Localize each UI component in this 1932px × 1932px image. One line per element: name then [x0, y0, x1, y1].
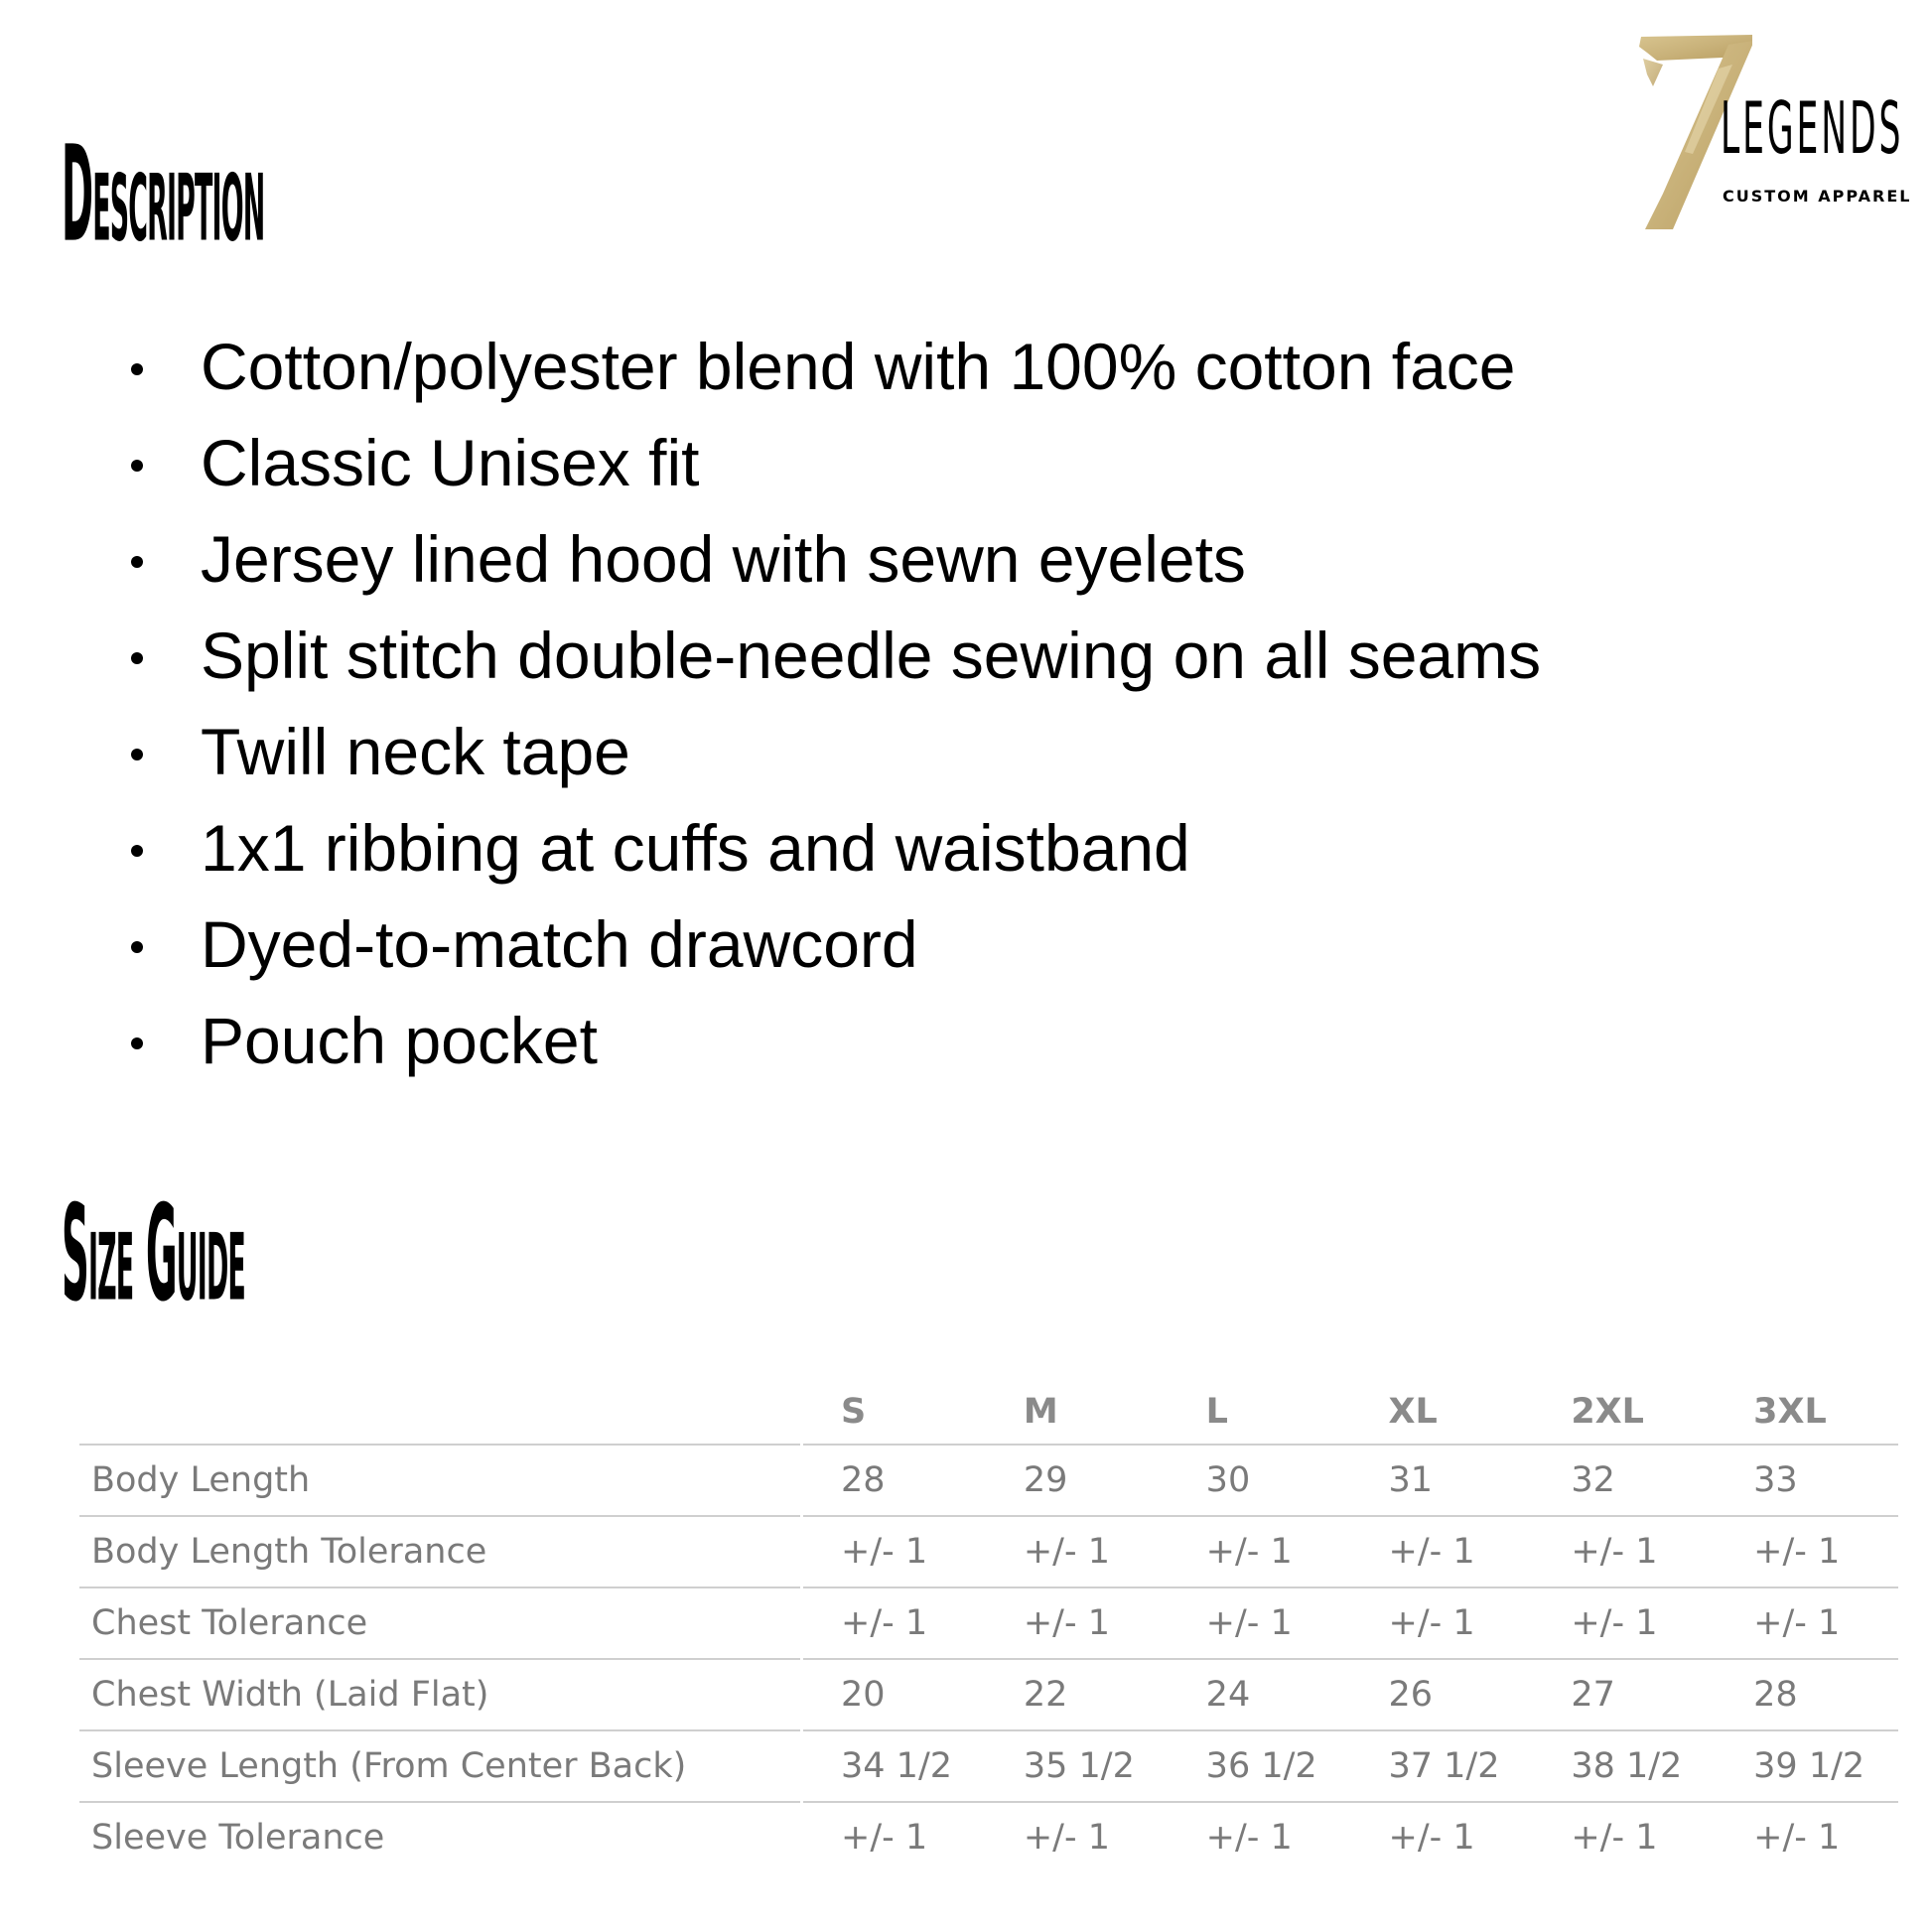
table-cell: 22: [986, 1659, 1169, 1730]
row-label: Body Length: [79, 1445, 802, 1516]
description-list: [129, 328, 1541, 1098]
table-row: [79, 1802, 1898, 1872]
list-item-text: 1x1 ribbing at cuffs and waistband: [201, 811, 1190, 885]
table-row: [79, 1587, 1898, 1659]
table-cell: 29: [986, 1445, 1169, 1516]
list-item: [129, 328, 1541, 424]
table-cell: +/- 1: [841, 1818, 928, 1858]
table-row: [79, 1659, 1898, 1730]
row-label: Sleeve Tolerance: [79, 1802, 802, 1872]
table-cell: 34 1/2: [802, 1730, 986, 1802]
list-item: [129, 424, 1541, 520]
bullet-icon: [131, 1037, 143, 1049]
table-cell: +/- 1: [1169, 1516, 1351, 1587]
bullet-icon: [131, 556, 143, 568]
table-header-blank: [79, 1380, 802, 1445]
table-cell: 39 1/2: [1716, 1730, 1898, 1802]
table-cell: 38 1/2: [1533, 1730, 1716, 1802]
table-cell: 30: [1169, 1445, 1351, 1516]
table-cell: +/- 1: [1533, 1516, 1716, 1587]
logo-wordmark: LEGENDS: [1721, 86, 1904, 170]
list-item-text: Cotton/polyester blend with 100% cotton face: [201, 330, 1516, 403]
table-cell: 27: [1533, 1659, 1716, 1730]
table-cell: +/- 1: [986, 1516, 1169, 1587]
row-label: Chest Width (Laid Flat): [79, 1659, 802, 1730]
list-item-text: Pouch pocket: [201, 1004, 598, 1077]
table-cell: 28: [802, 1445, 986, 1516]
table-cell: +/- 1: [986, 1587, 1169, 1659]
table-row: [79, 1730, 1898, 1802]
table-cell: +/- 1: [1169, 1587, 1351, 1659]
list-item: [129, 617, 1541, 713]
list-item-text: Dyed-to-match drawcord: [201, 907, 918, 981]
table-cell: 20: [802, 1659, 986, 1730]
list-item: [129, 905, 1541, 1002]
row-label: Sleeve Length (From Center Back): [79, 1730, 802, 1802]
size-table: [79, 1380, 1898, 1872]
table-cell: +/- 1: [1351, 1516, 1534, 1587]
table-cell: +/- 1: [1533, 1587, 1716, 1659]
logo-tagline: CUSTOM APPAREL: [1723, 187, 1912, 206]
table-cell: +/- 1: [1351, 1587, 1534, 1659]
bullet-icon: [131, 845, 143, 857]
table-cell: +/- 1: [1753, 1818, 1841, 1858]
list-item: [129, 1002, 1541, 1098]
table-cell: 35 1/2: [986, 1730, 1169, 1802]
table-header-row: [79, 1380, 1898, 1445]
column-header: 2XL: [1533, 1380, 1716, 1445]
table-cell: +/- 1: [1571, 1818, 1658, 1858]
column-header: XL: [1351, 1380, 1534, 1445]
table-cell: 24: [1169, 1659, 1351, 1730]
bullet-icon: [131, 363, 143, 375]
bullet-icon: [131, 749, 143, 760]
table-cell: 33: [1716, 1445, 1898, 1516]
table-cell: +/- 1: [1205, 1818, 1293, 1858]
table-cell: 28: [1716, 1659, 1898, 1730]
table-row: [79, 1516, 1898, 1587]
table-cell: 26: [1351, 1659, 1534, 1730]
row-label: Chest Tolerance: [79, 1587, 802, 1659]
table-cell: +/- 1: [802, 1587, 986, 1659]
bullet-icon: [131, 652, 143, 664]
table-cell: +/- 1: [1388, 1818, 1475, 1858]
description-heading: Description: [62, 117, 265, 272]
list-item-text: Split stitch double-needle sewing on all seams: [201, 619, 1542, 692]
bullet-icon: [131, 460, 143, 472]
table-cell: 36 1/2: [1169, 1730, 1351, 1802]
list-item: [129, 809, 1541, 905]
list-item-text: Jersey lined hood with sewn eyelets: [201, 522, 1246, 596]
column-header: 3XL: [1716, 1380, 1898, 1445]
table-cell: +/- 1: [802, 1516, 986, 1587]
table-cell: +/- 1: [1716, 1516, 1898, 1587]
list-item: [129, 520, 1541, 617]
bullet-icon: [131, 941, 143, 953]
table-cell: 31: [1351, 1445, 1534, 1516]
brand-logo: [1633, 35, 1921, 233]
table-cell: 32: [1533, 1445, 1716, 1516]
column-header: L: [1169, 1380, 1351, 1445]
list-item-text: Classic Unisex fit: [201, 426, 700, 499]
row-label: Body Length Tolerance: [79, 1516, 802, 1587]
column-header: M: [986, 1380, 1169, 1445]
size-guide-heading: Size Guide: [62, 1176, 245, 1331]
table-row: [79, 1445, 1898, 1516]
table-cell: +/- 1: [1716, 1587, 1898, 1659]
column-header: S: [802, 1380, 986, 1445]
table-cell: +/- 1: [1023, 1818, 1110, 1858]
list-item: [129, 713, 1541, 809]
table-cell: 37 1/2: [1351, 1730, 1534, 1802]
list-item-text: Twill neck tape: [201, 715, 630, 788]
